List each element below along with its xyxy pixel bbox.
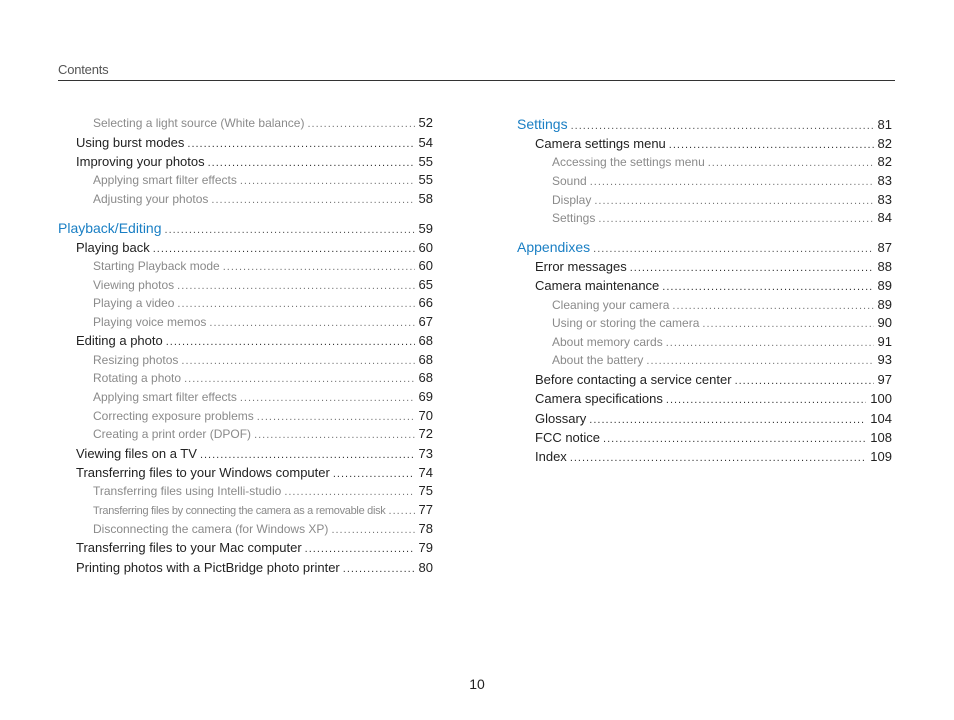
dot-leader: [223, 258, 415, 277]
dot-leader: [593, 239, 873, 259]
toc-entry-page: 55: [418, 153, 433, 169]
toc-entry-page: 104: [870, 410, 892, 426]
toc-subentry[interactable]: [517, 296, 892, 315]
toc-entry-page: 97: [877, 371, 892, 387]
toc-subentry[interactable]: [58, 388, 433, 407]
toc-entry[interactable]: [517, 409, 892, 428]
toc-entry-page: 79: [418, 540, 433, 556]
dot-leader: [735, 372, 874, 391]
toc-entry[interactable]: [58, 444, 433, 463]
toc-entry-title: Before contacting a service center: [535, 371, 732, 387]
dot-leader: [333, 465, 415, 484]
toc-entry-title: Correcting exposure problems: [93, 408, 254, 423]
toc-entry-title: Camera maintenance: [535, 278, 660, 294]
dot-leader: [598, 210, 873, 229]
dot-leader: [662, 278, 873, 297]
toc-column-left: [58, 114, 433, 577]
toc-entry-page: 60: [418, 257, 433, 273]
toc-entry-title: FCC notice: [535, 430, 601, 446]
toc-entry[interactable]: [517, 428, 892, 447]
dot-leader: [254, 426, 414, 445]
toc-entry-page: 88: [877, 258, 892, 274]
toc-entry[interactable]: [517, 447, 892, 466]
toc-entry-page: 55: [418, 172, 433, 188]
toc-subentry[interactable]: [58, 369, 433, 388]
toc-entry-title: Camera settings menu: [535, 136, 666, 151]
toc-entry-page: 93: [877, 352, 892, 368]
toc-entry-title: Settings: [552, 211, 596, 226]
toc-entry-title: Creating a print order (DPOF): [93, 427, 252, 442]
dot-leader: [257, 408, 415, 427]
dot-leader: [646, 352, 873, 371]
toc-entry-page: 59: [418, 220, 433, 236]
toc-entry-page: 67: [418, 313, 433, 329]
toc-subentry[interactable]: [58, 313, 433, 332]
toc-entry-title: Using or storing the camera: [552, 316, 700, 331]
toc-subentry[interactable]: [58, 520, 433, 539]
toc-entry[interactable]: [517, 276, 892, 295]
dot-leader: [666, 391, 866, 410]
toc-entry-page: 72: [418, 426, 433, 442]
dot-leader: [666, 334, 874, 353]
toc-entry-title: Editing a photo: [76, 333, 163, 349]
toc-entry-title: Glossary: [535, 410, 587, 426]
toc-entry-page: 73: [418, 445, 433, 461]
toc-entry-page: 109: [870, 449, 892, 465]
toc-entry-page: 75: [418, 483, 433, 499]
toc-subentry[interactable]: [58, 501, 433, 520]
toc-entry-page: 68: [418, 370, 433, 386]
toc-subentry[interactable]: [517, 191, 892, 210]
dot-leader: [209, 314, 414, 333]
toc-subentry[interactable]: [517, 209, 892, 228]
toc-entry-title: Starting Playback mode: [93, 258, 220, 273]
toc-entry-title: Display: [552, 192, 592, 207]
toc-entry[interactable]: [58, 133, 433, 152]
toc-entry-page: 70: [418, 407, 433, 423]
toc-entry-page: 78: [418, 520, 433, 536]
dot-leader: [165, 220, 415, 240]
dot-leader: [389, 502, 415, 521]
dot-leader: [603, 430, 866, 449]
toc-entry-title: Using burst modes: [76, 134, 185, 150]
toc-subentry[interactable]: [58, 171, 433, 190]
dot-leader: [331, 521, 414, 540]
dot-leader: [570, 449, 866, 468]
toc-entry-page: 91: [877, 333, 892, 349]
toc-entry[interactable]: [58, 152, 433, 171]
toc-entry-title: Viewing photos: [93, 277, 175, 292]
toc-entry-title: Playing back: [76, 239, 150, 255]
toc-subentry[interactable]: [58, 114, 433, 133]
dot-leader: [708, 154, 874, 173]
dot-leader: [343, 560, 415, 579]
section-header: Contents: [58, 62, 109, 77]
toc-entry-page: 60: [418, 239, 433, 255]
toc-entry-page: 89: [877, 296, 892, 312]
toc-section[interactable]: [517, 114, 892, 134]
toc-column-right: [517, 114, 892, 467]
toc-subentry[interactable]: [58, 294, 433, 313]
toc-entry-page: 69: [418, 388, 433, 404]
toc-entry-page: 52: [418, 115, 433, 130]
toc-entry-title: Rotating a photo: [93, 371, 182, 386]
dot-leader: [240, 172, 415, 191]
header-divider: [58, 80, 895, 81]
dot-leader: [630, 259, 874, 278]
toc-entry-page: 54: [418, 134, 433, 150]
toc-entry-page: 82: [877, 154, 892, 170]
toc-entry-title: Applying smart filter effects: [93, 389, 237, 404]
dot-leader: [184, 370, 414, 389]
toc-subentry[interactable]: [58, 407, 433, 426]
toc-entry[interactable]: [517, 134, 892, 153]
toc-entry-page: 81: [877, 117, 892, 132]
toc-entry-title: Transferring files using Intelli-studio: [93, 484, 282, 499]
toc-entry-page: 83: [877, 172, 892, 188]
dot-leader: [181, 352, 414, 371]
toc-entry-page: 84: [877, 210, 892, 226]
toc-entry-title: Accessing the settings menu: [552, 155, 705, 170]
toc-entry-page: 66: [418, 295, 433, 311]
toc-entry[interactable]: [58, 463, 433, 482]
toc-entry-title: Viewing files on a TV: [76, 445, 197, 461]
toc-subentry[interactable]: [58, 276, 433, 295]
toc-entry-title: Selecting a light source (White balance): [93, 116, 305, 130]
toc-subentry[interactable]: [58, 190, 433, 209]
dot-leader: [187, 135, 414, 154]
toc-entry-page: 68: [418, 351, 433, 367]
toc-entry[interactable]: [58, 558, 433, 577]
dot-leader: [177, 295, 414, 314]
dot-leader: [571, 116, 874, 136]
toc-entry[interactable]: [58, 331, 433, 350]
toc-subentry[interactable]: [517, 333, 892, 352]
page-number: 10: [469, 676, 485, 692]
toc-subentry[interactable]: [517, 351, 892, 370]
toc-entry-title: Playing voice memos: [93, 314, 207, 329]
toc-entry-page: 65: [418, 276, 433, 292]
toc-section[interactable]: [58, 218, 433, 238]
toc-entry-title: Transferring files to your Mac computer: [76, 540, 302, 556]
toc-entry-title: Sound: [552, 173, 587, 188]
toc-entry-page: 82: [877, 136, 892, 151]
toc-entry[interactable]: [517, 389, 892, 408]
toc-entry-title: Transferring files to your Windows computer: [76, 465, 330, 481]
dot-leader: [240, 389, 415, 408]
toc-entry-title: Transferring files by connecting the camera as a removable disk: [93, 505, 386, 518]
toc-entry-page: 87: [877, 239, 892, 255]
toc-entry-page: 83: [877, 191, 892, 207]
toc-subentry[interactable]: [517, 314, 892, 333]
dot-leader: [307, 115, 414, 134]
dot-leader: [589, 411, 866, 430]
toc-section[interactable]: [517, 237, 892, 257]
dot-leader: [284, 483, 414, 502]
toc-entry-title: Appendixes: [517, 238, 591, 255]
toc-entry-page: 68: [418, 333, 433, 349]
toc-entry[interactable]: [58, 238, 433, 257]
toc-entry-title: Settings: [517, 116, 568, 132]
toc-entry-page: 80: [418, 559, 433, 575]
toc-subentry[interactable]: [58, 425, 433, 444]
dot-leader: [590, 173, 874, 192]
toc-entry-page: 77: [418, 502, 433, 518]
toc-entry-title: Camera specifications: [535, 391, 663, 407]
toc-entry[interactable]: [517, 257, 892, 276]
toc-entry-title: Printing photos with a PictBridge photo printer: [76, 559, 340, 575]
dot-leader: [177, 277, 414, 296]
toc-subentry[interactable]: [58, 257, 433, 276]
dot-leader: [166, 333, 415, 352]
dot-leader: [672, 297, 873, 316]
toc-entry-title: About memory cards: [552, 334, 663, 349]
toc-entry-title: Resizing photos: [93, 352, 179, 367]
dot-leader: [594, 192, 873, 211]
toc-entry-title: Disconnecting the camera (for Windows XP): [93, 521, 329, 536]
dot-leader: [211, 191, 414, 210]
toc-entry[interactable]: [58, 538, 433, 557]
toc-entry-page: 100: [870, 391, 892, 407]
toc-entry-title: Adjusting your photos: [93, 191, 209, 206]
toc-entry-title: Improving your photos: [76, 153, 205, 169]
toc-entry-page: 58: [418, 190, 433, 206]
toc-entry-title: Applying smart filter effects: [93, 173, 237, 188]
toc-subentry[interactable]: [517, 153, 892, 172]
toc-entry-title: Playing a video: [93, 296, 175, 311]
toc-entry-title: About the battery: [552, 353, 644, 368]
dot-leader: [702, 315, 873, 334]
toc-entry-title: Index: [535, 449, 567, 465]
toc-entry-page: 89: [877, 278, 892, 294]
toc-subentry[interactable]: [58, 351, 433, 370]
toc-entry-page: 108: [870, 430, 892, 446]
toc-entry-page: 90: [877, 315, 892, 331]
toc-entry-title: Playback/Editing: [58, 219, 162, 236]
toc-entry[interactable]: [517, 370, 892, 389]
toc-entry-title: Error messages: [535, 258, 627, 274]
toc-entry-page: 74: [418, 465, 433, 481]
toc-subentry[interactable]: [58, 482, 433, 501]
toc-entry-title: Cleaning your camera: [552, 297, 670, 312]
toc-subentry[interactable]: [517, 172, 892, 191]
